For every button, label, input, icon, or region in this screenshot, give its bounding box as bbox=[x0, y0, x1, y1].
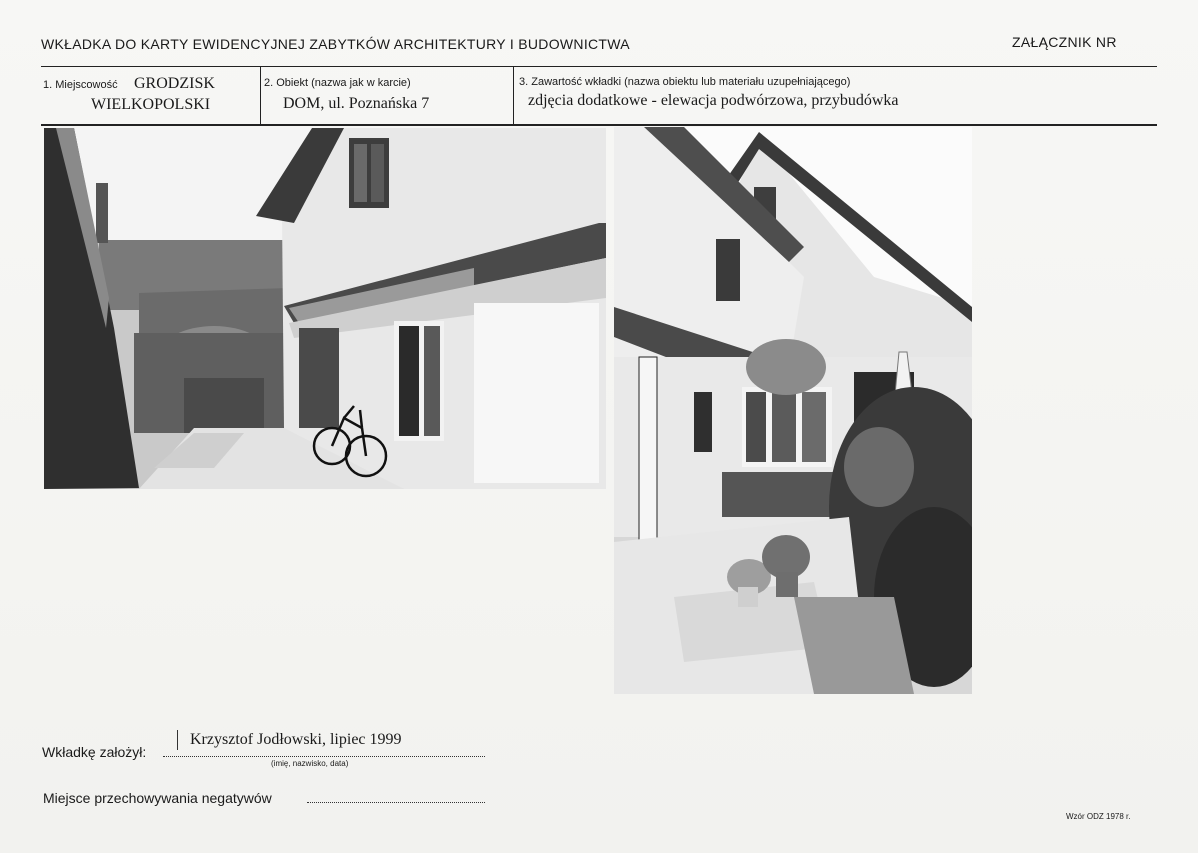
contents-label: 3. Zawartość wkładki (nazwa obiektu lub materiału uzupełniającego) bbox=[519, 76, 851, 88]
object-value: DOM, ul. Poznańska 7 bbox=[283, 95, 430, 112]
header-bottom-rule bbox=[41, 124, 1157, 126]
field-divider-1 bbox=[260, 67, 261, 124]
created-by-dotted-line bbox=[163, 756, 485, 757]
created-by-label: Wkładkę założył: bbox=[42, 744, 147, 760]
field-divider-2 bbox=[513, 67, 514, 124]
contents-value: zdjęcia dodatkowe - elewacja podwórzowa, przybudówka bbox=[528, 92, 899, 109]
courtyard-elevation-photo bbox=[44, 128, 606, 489]
created-by-value: Krzysztof Jodłowski, lipiec 1999 bbox=[190, 731, 402, 748]
form-title: WKŁADKA DO KARTY EWIDENCYJNEJ ZABYTKÓW ARCHITEKTURY I BUDOWNICTWA bbox=[41, 36, 630, 52]
negatives-location-label: Miejsce przechowywania negatywów bbox=[43, 790, 272, 806]
location-label: 1. Miejscowość bbox=[43, 79, 118, 91]
created-by-hint: (imię, nazwisko, data) bbox=[271, 759, 349, 768]
location-value-line1: GRODZISK bbox=[134, 75, 215, 92]
template-footer: Wzór ODZ 1978 r. bbox=[1066, 812, 1131, 821]
annex-number-label: ZAŁĄCZNIK NR bbox=[1012, 34, 1117, 50]
negatives-dotted-line bbox=[307, 802, 485, 803]
signature-tick bbox=[177, 730, 178, 750]
annex-photo bbox=[614, 127, 972, 694]
object-label: 2. Obiekt (nazwa jak w karcie) bbox=[264, 77, 411, 89]
location-value-line2: WIELKOPOLSKI bbox=[91, 96, 211, 113]
header-top-rule bbox=[41, 66, 1157, 67]
